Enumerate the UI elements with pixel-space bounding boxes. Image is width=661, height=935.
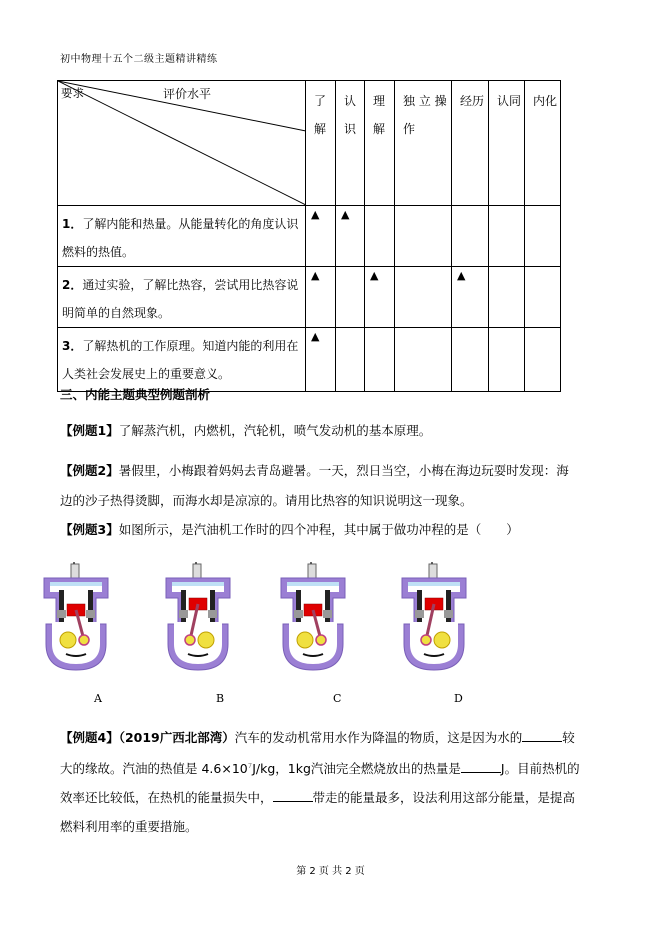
engine-label: C <box>333 692 342 705</box>
triangle-mark-icon: ▲ <box>311 269 320 282</box>
triangle-mark-icon: ▲ <box>311 330 320 343</box>
level-cell <box>489 328 525 392</box>
answer-blank[interactable] <box>522 729 562 742</box>
example-tag: 【例题4】 <box>60 730 119 745</box>
level-cell <box>525 267 561 328</box>
level-cell <box>452 206 489 267</box>
level-cell <box>336 328 365 392</box>
example-text: 暑假里，小梅跟着妈妈去青岛避暑。一天，烈日当空，小梅在海边玩耍时发现：海边的沙子热得烫脚，而海水却是凉凉的。请用比热容的知识说明这一现象。 <box>60 463 569 508</box>
triangle-mark-icon: ▲ <box>370 269 379 282</box>
corner-label-requirement: 要求 <box>61 86 84 100</box>
engine-diagram <box>398 562 470 672</box>
level-cell <box>306 267 336 328</box>
level-cell <box>395 328 452 392</box>
level-cell <box>452 328 489 392</box>
level-header: 内化 <box>525 81 561 206</box>
engine-diagram <box>277 562 349 672</box>
level-header: 认同 <box>489 81 525 206</box>
level-cell <box>365 328 395 392</box>
answer-blank[interactable] <box>461 760 501 773</box>
engine-diagram <box>162 562 234 672</box>
level-header: 经历 <box>452 81 489 206</box>
triangle-mark-icon: ▲ <box>457 269 466 282</box>
table-row <box>58 206 561 267</box>
level-cell <box>525 206 561 267</box>
table-header-row <box>58 81 561 206</box>
level-header: 认 识 <box>336 81 365 206</box>
level-cell <box>365 267 395 328</box>
page-header: 初中物理十五个二级主题精讲精练 <box>60 54 218 65</box>
level-cell <box>525 328 561 392</box>
example-tag: 【例题1】 <box>60 423 119 438</box>
requirement-text: 1．了解内能和热量。从能量转化的角度认识燃料的热值。 <box>58 206 306 267</box>
example-4: 【例题4】（2019广西北部湾）汽车的发动机常用水作为降温的物质，这是因为水的 较大的缘故。汽油的热值是 $4.6\times 10^7J/kg$，1kg汽油完全燃烧放出的热量是 J。目前热机的效率还比较低，在热机的能量损失中， 带走的能量最多，设法利用这部分能量，是提高燃料利用率的重要措施。 <box>60 730 580 835</box>
level-cell <box>365 206 395 267</box>
level-cell <box>452 267 489 328</box>
engine-label: D <box>454 692 463 705</box>
level-header: 了 解 <box>306 81 336 206</box>
level-cell <box>306 206 336 267</box>
table-row <box>58 328 561 392</box>
corner-label-level: 评价水平 <box>163 87 212 101</box>
requirements-table <box>57 80 561 392</box>
level-cell <box>395 206 452 267</box>
table-row <box>58 267 561 328</box>
requirement-text: 2．通过实验，了解比热容，尝试用比热容说明简单的自然现象。 <box>58 267 306 328</box>
engine-label: B <box>216 692 225 705</box>
triangle-mark-icon: ▲ <box>311 208 320 221</box>
level-header: 理 解 <box>365 81 395 206</box>
level-cell <box>395 267 452 328</box>
page-footer: 第 2 页 共 2 页 <box>296 866 365 877</box>
level-cell <box>336 267 365 328</box>
level-cell <box>489 267 525 328</box>
example-tag: 【例题2】 <box>60 463 119 478</box>
example-text: 如图所示，是汽油机工作时的四个冲程，其中属于做功冲程的是（ ） <box>118 522 519 537</box>
section-title: 三、内能主题典型例题剖析 <box>60 387 211 402</box>
engine-label: A <box>94 692 102 705</box>
level-cell <box>489 206 525 267</box>
engine-diagram <box>40 562 112 672</box>
example-3 <box>60 515 580 545</box>
example-2 <box>60 456 580 516</box>
requirement-text: 3．了解热机的工作原理。知道内能的利用在人类社会发展史上的重要意义。 <box>58 328 306 392</box>
example-tag: 【例题3】 <box>60 522 119 537</box>
level-header: 独 立 操 作 <box>395 81 452 206</box>
example-1 <box>60 416 580 446</box>
exponent: 7 <box>247 762 253 770</box>
example-text: 了解蒸汽机，内燃机，汽轮机，喷气发动机的基本原理。 <box>118 423 432 438</box>
example-source: （2019广西北部湾） <box>118 730 235 745</box>
level-cell <box>336 206 365 267</box>
triangle-mark-icon: ▲ <box>341 208 350 221</box>
answer-blank[interactable] <box>273 789 313 802</box>
diagonal-header-cell <box>58 81 306 206</box>
level-cell <box>306 328 336 392</box>
